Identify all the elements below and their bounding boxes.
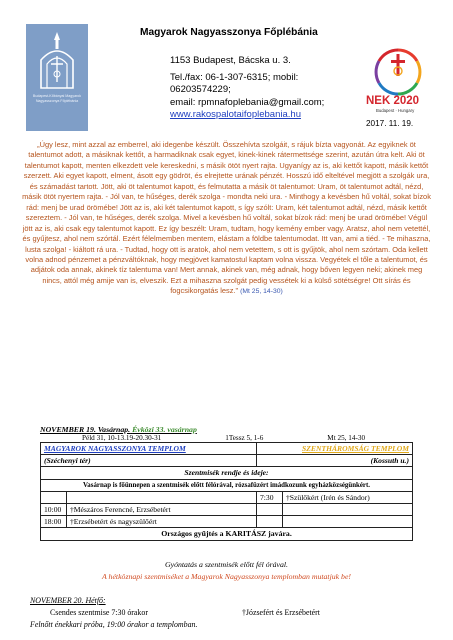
nek-title: NEK 2020: [366, 95, 420, 107]
parish-address: 1153 Budapest, Bácska u. 3.: [170, 55, 291, 66]
collection-note: Országos gyűjtés a KARITÁSZ javára.: [41, 528, 413, 540]
bulletin-date: 2017. 11. 19.: [366, 119, 414, 128]
weekday-note: A hétköznapi szentmiséket a Magyarok Nagyasszonya templomban mutatjuk be!: [101, 572, 352, 581]
confession-note: Gyóntatás a szentmisék előtt fél órával.: [165, 560, 288, 569]
mass-table: [40, 442, 413, 541]
church-a-name: MAGYAROK NAGYASSZONYA TEMPLOM: [41, 443, 257, 455]
table-row: [41, 528, 413, 540]
table-row: [41, 443, 413, 455]
time-b: 7:30: [257, 491, 283, 503]
sunday-note: Vasárnap is főünnepen a szentmisék előtt félórával, rózsafüzért imádkozunk egyházközségünkért.: [41, 479, 413, 491]
contact-phone: Tel./fax: 06-1-307-6315; mobil:: [170, 72, 299, 83]
readings-row: [40, 434, 413, 442]
contact-email: email: rpmnafoplebania@gmail.com;: [170, 96, 325, 108]
intent-a: †Erzsébetért és nagyszülőért: [67, 516, 257, 528]
contact-mobile: 06203574229;: [170, 84, 231, 96]
nov20-mass: [50, 608, 320, 617]
church-b-address: (Kossuth u.): [257, 455, 413, 467]
table-row: [41, 516, 413, 528]
intent-b: [283, 503, 413, 515]
reading-first: Péld 31, 10-13.19-20.30-31: [82, 434, 162, 442]
church-a-address: (Széchenyi tér): [41, 455, 257, 467]
time-a: [41, 491, 67, 503]
church-emblem-icon: [33, 30, 81, 90]
intent-a: [67, 491, 257, 503]
contact-block: [170, 72, 350, 121]
website-link[interactable]: www.rakospalotaifoplebania.hu: [170, 108, 301, 120]
gospel-text: „Úgy lesz, mint azzal az emberrel, aki idegenbe készült. Összehívta szolgáit, s rájuk bízta vagyonát. Az egyiknek öt talentumot adott, a másiknak kettőt, a harmadiknak csak egyet, kinek-kinek rátermettsége szerint, azután útra kelt. Aki öt talentumot kapott, menten elkezdett vele kereskedni, s másik ötöt nyert rajta. Ugyanígy az is, aki kettőt kapott, másik kettőt szerzett. Aki egyet kapott, elment, ásott egy gödröt, és elrejtette urának pénzét. Hosszú idő elteltével megjött a szolgák ura, és számadást tartott. Jött, aki öt talentumot kapott, és felmutatta a másik öt talentumot: Uram, öt talentumot adtál, nézd, másik ötöt nyertem rajta. - Jól van, te hűséges, derék szolga - mondta neki ura. - Minthogy a kevésben hű voltál, sokat bízok rád: menj be urad örömébe! Jött az is, aki két talentumot kapott, s így szólt: Uram, két talentumot adtál, nézd, másik kettőt szereztem. - Jól van, te hűséges, derék szolga. Mivel a kevésben hű voltál, sokat bízok rád: menj be urad örömébe! Végül jött az is, aki csak egy talentumot kapott. Ez így beszélt: Uram, tudtam, hogy kemény ember vagy. Aratsz, ahol nem vetettél, és gyűjtesz, ahol nem szórtál. Ezért félelmemben mentem, elástam a földbe talentumodat. Itt van, ami a tiéd. - Te mihaszna, lusta szolga! - kiáltott rá ura. - Tudtad, hogy ott is aratok, ahol nem vetettem, s ott is gyűjtök, ahol nem szórtam. Oda kellett volna adnod pénzemet a pénzváltóknak, hogy megjövet kamatostul kaptam volna vissza. Vegyétek el tőle a talentumot, és adjátok oda annak, akinek tíz talentuma van! Mert annak, akinek van, még adnak, hogy bőven legyen neki; akinek meg nincs, attól még amije van is, elveszik. Ezt a mihaszna szolgát pedig vessétek ki a külső sötétségre! Ott sírás és fogcsikorgatás lesz.”: [22, 140, 431, 296]
parish-logo-text: Budapest-Kőbányai Magyarok Nagyasszonya Főplébánia: [32, 94, 82, 103]
mass-schedule: [40, 425, 413, 541]
nov20-heading: NOVEMBER 20. Hétfő:: [30, 596, 106, 605]
time-a: 18:00: [41, 516, 67, 528]
nov20-mass-time: Csendes szentmise 7:30 órakor: [50, 608, 148, 617]
table-row: [41, 491, 413, 503]
schedule-week: Évközi 33. vasárnap: [132, 425, 197, 434]
reading-gospel: Mt 25, 14-30: [327, 434, 366, 442]
table-row: [41, 503, 413, 515]
time-b: [257, 516, 283, 528]
time-b: [257, 503, 283, 515]
schedule-heading: [40, 425, 413, 434]
table-row: [41, 479, 413, 491]
gospel-reference: (Mt 25, 14-30): [240, 288, 283, 296]
schedule-date: NOVEMBER 19. Vasárnap.: [40, 425, 131, 434]
nek-subtitle: Budapest · Hungary: [376, 108, 415, 113]
time-a: 10:00: [41, 503, 67, 515]
table-row: [41, 467, 413, 479]
intent-b: †Szülőkért (Irén és Sándor): [283, 491, 413, 503]
intent-a: †Mészáros Ferencné, Erzsébetért: [67, 503, 257, 515]
parish-logo: [26, 24, 88, 131]
choir-note: Felnőtt énekkari próba, 19:00 órakor a templomban.: [30, 620, 198, 629]
gospel-passage: [20, 140, 433, 298]
table-row: [41, 455, 413, 467]
order-title: Szentmisék rendje és ideje:: [41, 467, 413, 479]
reading-second: 1Tessz 5, 1-6: [225, 434, 264, 442]
nov20-mass-intent: †Józsefért és Erzsébetért: [241, 608, 320, 617]
church-b-name: SZENTHÁROMSÁG TEMPLOM: [257, 443, 413, 455]
parish-title: Magyarok Nagyasszonya Főplébánia: [140, 27, 318, 38]
intent-b: [283, 516, 413, 528]
